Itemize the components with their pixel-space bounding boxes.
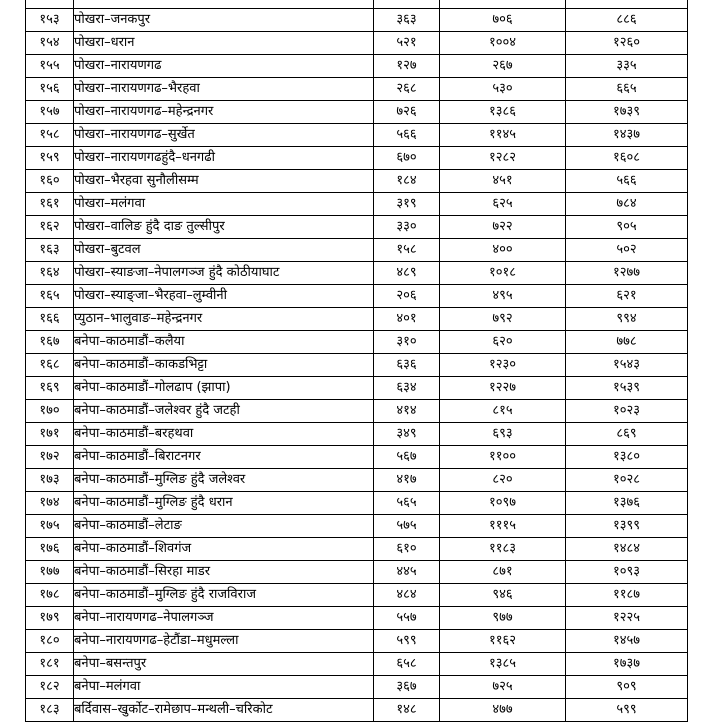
table-row [26, 538, 688, 561]
table-row [26, 561, 688, 584]
fare-b: ९४६ [440, 584, 566, 607]
route-name: बर्दिवास–खुर्कोट–रामेछाप–मन्थली–चरिकोट [74, 699, 374, 722]
fare-a: ३४९ [374, 423, 440, 446]
fare-a: ६१० [374, 538, 440, 561]
fare-a: ५६५ [374, 492, 440, 515]
fare-a: ५९९ [374, 630, 440, 653]
fare-c: ९०५ [566, 216, 688, 239]
row-number: १६१ [26, 193, 74, 216]
fare-b: २६७ [440, 55, 566, 78]
fare-a: १४८ [374, 699, 440, 722]
table-row [26, 124, 688, 147]
route-name: बनेपा–काठमाडौं–जलेश्वर हुंदै जटही [74, 400, 374, 423]
route-name: पोखरा–वालिङ हुंदै दाङ तुल्सीपुर [74, 216, 374, 239]
header-cell-route [74, 0, 374, 9]
route-name: बनेपा–काठमाडौं–सिरहा माडर [74, 561, 374, 584]
fare-a: ३६७ [374, 676, 440, 699]
fare-b: ८७१ [440, 561, 566, 584]
fare-b: १११५ [440, 515, 566, 538]
fare-b: ११८३ [440, 538, 566, 561]
fare-b: ८१५ [440, 400, 566, 423]
table-row [26, 285, 688, 308]
fare-a: ६३४ [374, 377, 440, 400]
row-number: १५५ [26, 55, 74, 78]
row-number: १६७ [26, 331, 74, 354]
fare-c: ६२१ [566, 285, 688, 308]
table-row [26, 239, 688, 262]
row-number: १६८ [26, 354, 74, 377]
fare-c: ७७८ [566, 331, 688, 354]
fare-b: ४५१ [440, 170, 566, 193]
fare-c: ९०९ [566, 676, 688, 699]
fare-b: ११६२ [440, 630, 566, 653]
route-name: बनेपा–मलंगवा [74, 676, 374, 699]
table-row [26, 147, 688, 170]
fare-c: ८८६ [566, 9, 688, 32]
route-name: बनेपा–बसन्तपुर [74, 653, 374, 676]
row-number: १७८ [26, 584, 74, 607]
header-cell-fare-a [374, 0, 440, 9]
route-name: बनेपा–काठमाडौं–बरहथवा [74, 423, 374, 446]
fare-a: ६३६ [374, 354, 440, 377]
fare-a: ४८९ [374, 262, 440, 285]
fare-b: ९७७ [440, 607, 566, 630]
fare-a: ४४५ [374, 561, 440, 584]
fare-b: ६२० [440, 331, 566, 354]
row-number: १५४ [26, 32, 74, 55]
fare-c: १२२५ [566, 607, 688, 630]
fare-c: ७८४ [566, 193, 688, 216]
row-number: १८२ [26, 676, 74, 699]
row-number: १६२ [26, 216, 74, 239]
route-name: बनेपा–काठमाडौं–काकडभिट्टा [74, 354, 374, 377]
route-name: प्युठान–भालुवाङ–महेन्द्रनगर [74, 308, 374, 331]
table-row [26, 515, 688, 538]
fare-a: ४८४ [374, 584, 440, 607]
table-row [26, 446, 688, 469]
table-row [26, 78, 688, 101]
row-number: १७५ [26, 515, 74, 538]
row-number: १७३ [26, 469, 74, 492]
fare-a: ६७० [374, 147, 440, 170]
fare-c: ५९९ [566, 699, 688, 722]
route-name: पोखरा–नारायणगढ–भैरहवा [74, 78, 374, 101]
fare-b: १२३० [440, 354, 566, 377]
fare-c: ११८७ [566, 584, 688, 607]
table-row [26, 170, 688, 193]
fare-c: १४३७ [566, 124, 688, 147]
table-row [26, 9, 688, 32]
table-row [26, 653, 688, 676]
route-name: पोखरा–नारायणगढ–सुर्खेत [74, 124, 374, 147]
row-number: १५९ [26, 147, 74, 170]
row-number: १७२ [26, 446, 74, 469]
row-number: १७७ [26, 561, 74, 584]
table-row [26, 676, 688, 699]
fare-c: १२६० [566, 32, 688, 55]
route-name: पोखरा–स्याङजा–नेपालगञ्ज हुंदै कोठीयाघाट [74, 262, 374, 285]
fare-a: ४०१ [374, 308, 440, 331]
route-name: बनेपा–काठमाडौं–गोलढाप (झापा) [74, 377, 374, 400]
fare-b: ११४५ [440, 124, 566, 147]
header-cell-fare-c [566, 0, 688, 9]
route-name: बनेपा–काठमाडौं–लेटाङ [74, 515, 374, 538]
fare-b: १३८६ [440, 101, 566, 124]
fare-a: ४१४ [374, 400, 440, 423]
fare-c: १४५७ [566, 630, 688, 653]
fare-b: १०९७ [440, 492, 566, 515]
row-number: १५३ [26, 9, 74, 32]
route-name: पोखरा–मलंगवा [74, 193, 374, 216]
table-row [26, 354, 688, 377]
row-number: १७६ [26, 538, 74, 561]
header-cell-fare-b [440, 0, 566, 9]
row-number: १५६ [26, 78, 74, 101]
table-row [26, 584, 688, 607]
fare-a: ३६३ [374, 9, 440, 32]
table-row [26, 331, 688, 354]
row-number: १७४ [26, 492, 74, 515]
route-name: पोखरा–नारायणगढ–महेन्द्रनगर [74, 101, 374, 124]
fare-b: १००४ [440, 32, 566, 55]
row-number: १५७ [26, 101, 74, 124]
route-name: बनेपा–काठमाडौं–मुग्लिङ हुंदै राजविराज [74, 584, 374, 607]
fare-b: १२२७ [440, 377, 566, 400]
row-number: १६० [26, 170, 74, 193]
row-number: १६४ [26, 262, 74, 285]
table-row [26, 423, 688, 446]
fare-a: ५७५ [374, 515, 440, 538]
fare-b: ७०६ [440, 9, 566, 32]
route-name: पोखरा–धरान [74, 32, 374, 55]
fare-a: ५२१ [374, 32, 440, 55]
fare-b: ७२२ [440, 216, 566, 239]
fare-c: १५३९ [566, 377, 688, 400]
fare-c: १४८४ [566, 538, 688, 561]
fare-c: ९९४ [566, 308, 688, 331]
row-number: १५८ [26, 124, 74, 147]
row-number: १७० [26, 400, 74, 423]
table-body [26, 9, 688, 722]
fare-b: ७२५ [440, 676, 566, 699]
fare-c: १२७७ [566, 262, 688, 285]
table-row [26, 308, 688, 331]
row-number: १६३ [26, 239, 74, 262]
fare-a: ५६७ [374, 446, 440, 469]
table-row [26, 193, 688, 216]
fare-c: १३८० [566, 446, 688, 469]
fare-b: ६२५ [440, 193, 566, 216]
fare-table [25, 0, 688, 722]
table-row [26, 630, 688, 653]
route-name: पोखरा–भैरहवा सुनौलीसम्म [74, 170, 374, 193]
fare-a: ४१७ [374, 469, 440, 492]
fare-a: ६५८ [374, 653, 440, 676]
fare-c: १०९३ [566, 561, 688, 584]
row-number: १६६ [26, 308, 74, 331]
fare-a: ३१० [374, 331, 440, 354]
table-row [26, 262, 688, 285]
fare-c: १०२३ [566, 400, 688, 423]
row-number: १६९ [26, 377, 74, 400]
route-name: पोखरा–जनकपुर [74, 9, 374, 32]
fare-b: ४७७ [440, 699, 566, 722]
route-name: बनेपा–नारायणगढ–नेपालगञ्ज [74, 607, 374, 630]
fare-c: १५४३ [566, 354, 688, 377]
table-row [26, 377, 688, 400]
row-number: १८१ [26, 653, 74, 676]
fare-b: ६९३ [440, 423, 566, 446]
route-name: बनेपा–काठमाडौं–शिवगंज [74, 538, 374, 561]
fare-b: ४९५ [440, 285, 566, 308]
fare-b: १०१८ [440, 262, 566, 285]
fare-b: ८२० [440, 469, 566, 492]
row-number: १६५ [26, 285, 74, 308]
route-name: पोखरा–नारायणगढहुंदै–धनगढी [74, 147, 374, 170]
fare-c: १०२८ [566, 469, 688, 492]
table-row [26, 607, 688, 630]
fare-a: ५५७ [374, 607, 440, 630]
fare-b: १२८२ [440, 147, 566, 170]
header-cell-number [26, 0, 74, 9]
route-name: पोखरा–नारायणगढ [74, 55, 374, 78]
fare-c: १६०८ [566, 147, 688, 170]
fare-c: ५६६ [566, 170, 688, 193]
route-name: बनेपा–काठमाडौं–मुग्लिङ हुंदै जलेश्वर [74, 469, 374, 492]
fare-a: ५६६ [374, 124, 440, 147]
fare-c: ५०२ [566, 239, 688, 262]
table-row [26, 699, 688, 722]
table-row [26, 55, 688, 78]
route-name: बनेपा–नारायणगढ–हेटौंडा–मधुमल्ला [74, 630, 374, 653]
row-number: १८३ [26, 699, 74, 722]
fare-a: ३१९ [374, 193, 440, 216]
fare-a: १८४ [374, 170, 440, 193]
row-number: १७१ [26, 423, 74, 446]
fare-a: २०६ [374, 285, 440, 308]
fare-a: ३३० [374, 216, 440, 239]
fare-a: २६८ [374, 78, 440, 101]
fare-c: ८६९ [566, 423, 688, 446]
fare-a: १२७ [374, 55, 440, 78]
fare-b: ४०० [440, 239, 566, 262]
fare-c: १३९९ [566, 515, 688, 538]
row-number: १७९ [26, 607, 74, 630]
fare-b: ५३० [440, 78, 566, 101]
table-row [26, 492, 688, 515]
route-name: पोखरा–स्याङ्जा–भैरहवा–लुम्वीनी [74, 285, 374, 308]
header-row [26, 0, 688, 9]
fare-a: १५८ [374, 239, 440, 262]
fare-c: ३३५ [566, 55, 688, 78]
fare-c: १७३९ [566, 101, 688, 124]
fare-a: ७२६ [374, 101, 440, 124]
fare-c: १३७६ [566, 492, 688, 515]
route-name: बनेपा–काठमाडौं–बिराटनगर [74, 446, 374, 469]
table-row [26, 101, 688, 124]
fare-b: ११०० [440, 446, 566, 469]
row-number: १८० [26, 630, 74, 653]
fare-c: ६६५ [566, 78, 688, 101]
fare-b: १३८५ [440, 653, 566, 676]
route-name: बनेपा–काठमाडौं–कलैया [74, 331, 374, 354]
fare-c: १७३७ [566, 653, 688, 676]
route-name: बनेपा–काठमाडौं–मुग्लिङ हुंदै धरान [74, 492, 374, 515]
table-row [26, 469, 688, 492]
route-name: पोखरा–बुटवल [74, 239, 374, 262]
fare-b: ७९२ [440, 308, 566, 331]
table-row [26, 32, 688, 55]
table-row [26, 400, 688, 423]
table-row [26, 216, 688, 239]
